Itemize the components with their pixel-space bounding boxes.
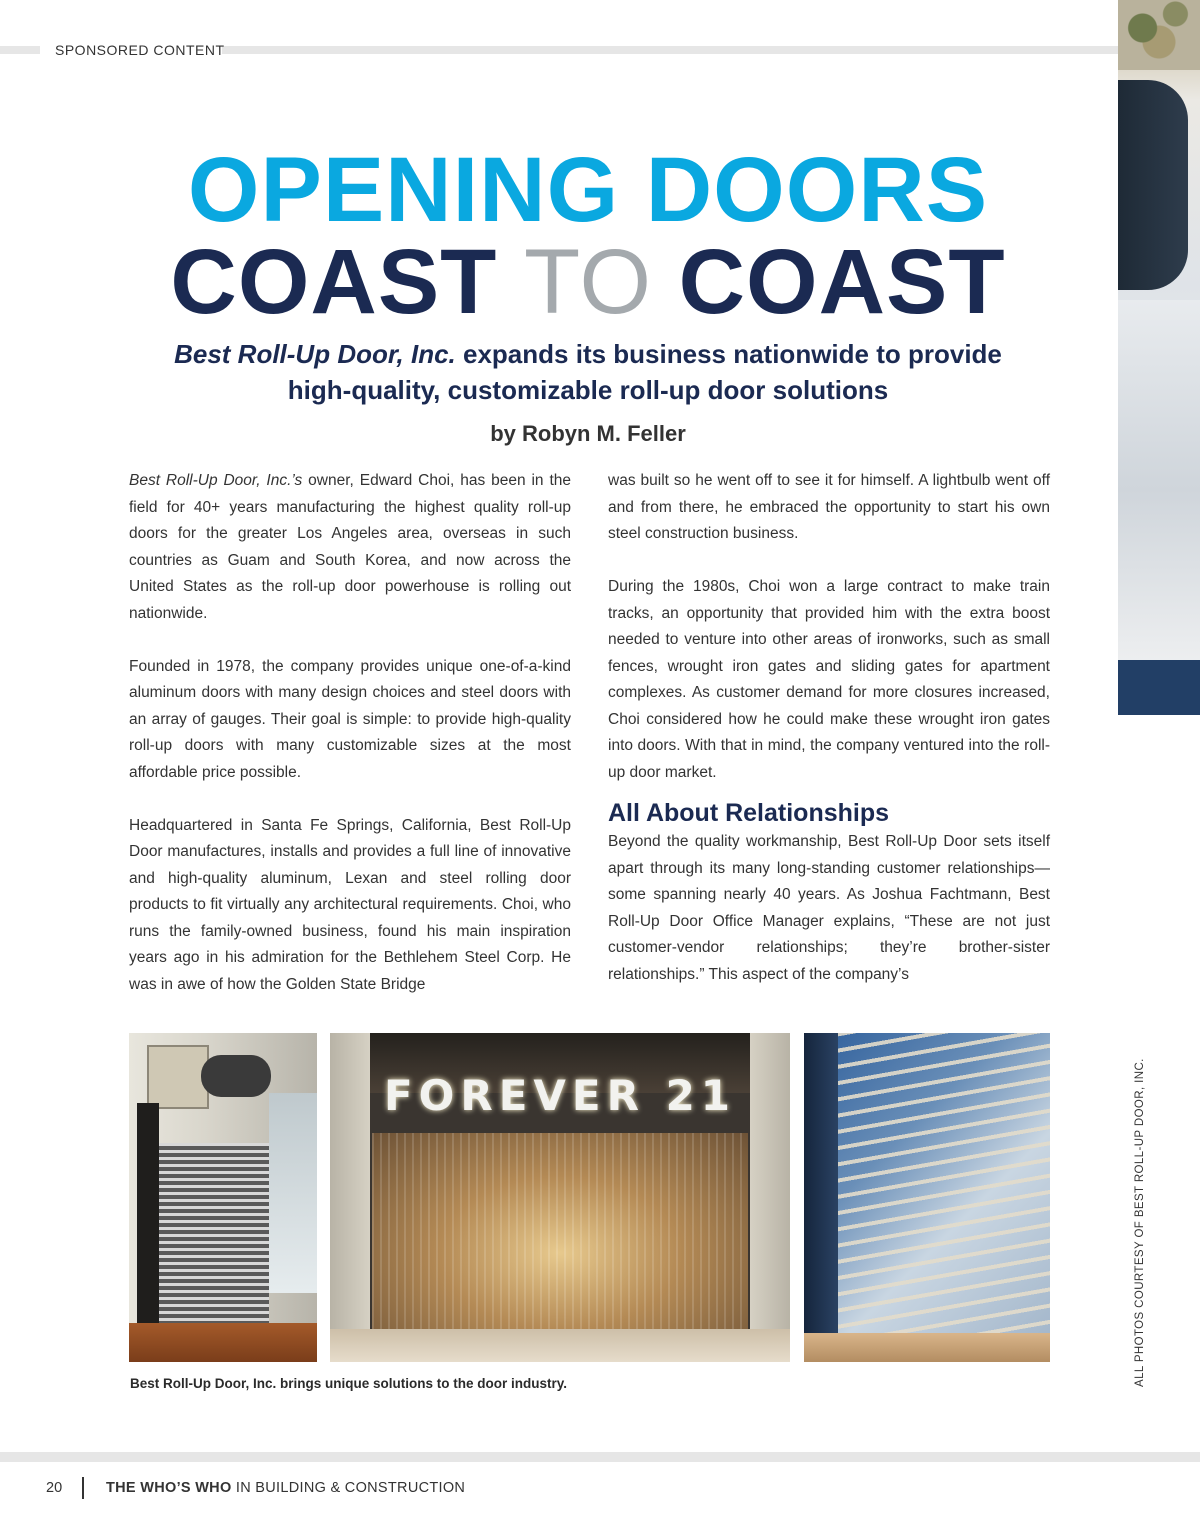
subhead-company: Best Roll-Up Door, Inc. [174, 339, 456, 369]
edge-photo-shrub [1118, 0, 1200, 70]
photo-rollup-door-interior [129, 1033, 317, 1362]
headline-line-2 [0, 231, 1176, 333]
photo-storefront-grille [330, 1033, 790, 1362]
store-sign: FOREVER 21 [383, 1071, 737, 1120]
paragraph: was built so he went off to see it for himself. A lightbulb went off and from there, he embraced the opportunity to start his own steel construction business. [608, 472, 1050, 542]
headline-line-1: OPENING DOORS [187, 139, 989, 241]
photo-grille-closeup [804, 1033, 1050, 1362]
subheadline [100, 336, 1076, 408]
footer-separator [82, 1477, 84, 1499]
publication-title-rest: IN BUILDING & CONSTRUCTION [231, 1480, 466, 1496]
paragraph: During the 1980s, Choi won a large contract to make train tracks, an opportunity that provided him with the extra boost needed to venture into other areas of ironworks, such as small fences, wrought iron gates and sliding gates for apartment complexes. As customer demand for more closures increased, Choi considered how he could make these wrought iron gates into doors. With that in mind, the company ventured into the roll-up door market. [608, 578, 1050, 781]
paragraph: Beyond the quality workmanship, Best Roll-Up Door sets itself apart through its many long-standing customer relationships—some spanning nearly 40 years. As Joshua Fachtmann, Best Roll-Up Door Office Manager explains, “These are not just customer-vendor relationships; they’re brother-sister relationships.” This aspect of the company’s [608, 833, 1050, 983]
paragraph: Headquartered in Santa Fe Springs, California, Best Roll-Up Door manufactures, installs and provides a full line of innovative and high-quality aluminum, Lexan and steel rolling door products to fit virtually any architectural requirements. Choi, who runs the family-owned business, found his main inspiration years ago in his admiration for the Bethlehem Steel Corp. He was in awe of how the Golden State Bridge [129, 816, 571, 993]
headline-to: TO [523, 231, 653, 333]
edge-photo-bumper [1118, 660, 1200, 715]
subhead-line2: high-quality, customizable roll-up door solutions [287, 375, 889, 405]
footer-rule [0, 1452, 1200, 1462]
edge-photo-vehicle [1118, 0, 1200, 715]
headline-coast-1: COAST [170, 231, 498, 333]
byline: by Robyn M. Feller [490, 421, 686, 446]
article-column-1 [129, 468, 571, 998]
page-number: 20 [46, 1480, 63, 1496]
paragraph: Founded in 1978, the company provides unique one-of-a-kind aluminum doors with many design choices and steel doors with an array of gauges. Their goal is simple: to provide high-quality roll-up doors with many customizable sizes at the most affordable price possible. [129, 657, 571, 781]
photo-credit: ALL PHOTOS COURTESY OF BEST ROLL-UP DOOR, INC. [1134, 1058, 1146, 1387]
company-name-italic: Best Roll-Up Door, Inc.’s [129, 472, 303, 489]
photo-caption: Best Roll-Up Door, Inc. brings unique solutions to the door industry. [130, 1376, 567, 1391]
sponsored-label: SPONSORED CONTENT [55, 42, 225, 58]
edge-photo-body [1118, 300, 1200, 680]
publication-title-bold: THE WHO’S WHO [106, 1480, 232, 1496]
publication-title [106, 1480, 465, 1496]
section-heading: All About Relationships [608, 799, 890, 827]
paragraph-text: owner, Edward Choi, has been in the field for 40+ years manufacturing the highest quality roll-up doors for the greater Los Angeles area, overseas in such countries as Guam and South Korea, and now across the United States as the roll-up door powerhouse is rolling out nationwide. [129, 472, 571, 622]
paragraph [129, 468, 571, 627]
header-rule-left [0, 46, 40, 54]
subhead-line1-rest: expands its business nationwide to provide [455, 339, 1002, 369]
article-column-2 [608, 468, 1050, 988]
headline-coast-2: COAST [678, 231, 1006, 333]
header-rule-right [222, 46, 1118, 54]
